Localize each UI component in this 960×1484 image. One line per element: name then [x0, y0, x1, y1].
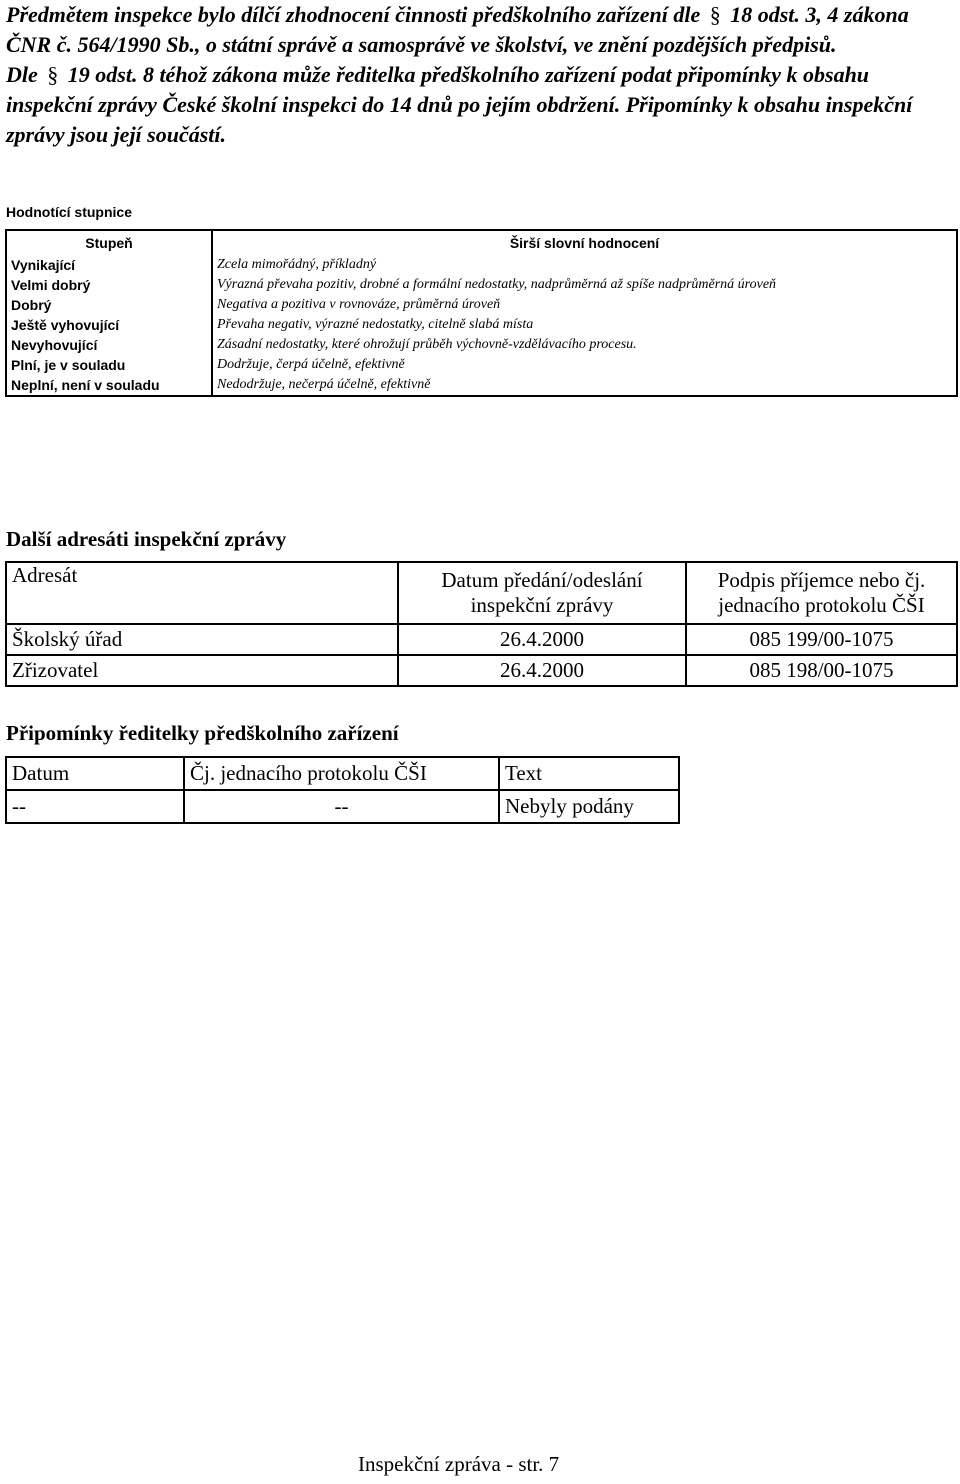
table-header-row — [6, 757, 679, 790]
grade-cell: Vynikající — [6, 255, 212, 275]
table-row — [6, 315, 957, 335]
header-signature: Podpis příjemce nebo čj. jednacího protokolu ČŠI — [686, 562, 957, 624]
reference-cell: 085 198/00-1075 — [686, 655, 957, 686]
scale-title: Hodnotící stupnice — [6, 204, 132, 220]
description-cell: Výrazná převaha pozitiv, drobné a formální nedostatky, nadprůměrná až spíše nadprůměrná úroveň — [217, 277, 777, 292]
header-description: Širší slovní hodnocení — [509, 235, 660, 251]
header-reference: Čj. jednacího protokolu ČŠI — [184, 757, 499, 790]
text-cell: Nebyly podány — [499, 790, 679, 823]
intro-paragraph-2 — [6, 60, 956, 150]
table-row — [6, 624, 957, 655]
intro-p2-part-a: Dle — [6, 62, 38, 87]
intro-p1-part-a: Předmětem inspekce bylo dílčí zhodnocení činnosti předškolního zařízení dle — [6, 2, 701, 27]
grade-cell: Neplní, není v souladu — [6, 375, 212, 396]
table-row — [6, 255, 957, 275]
rating-scale-table — [5, 229, 958, 397]
page-footer: Inspekční zpráva - str. 7 — [358, 1452, 560, 1476]
table-row — [6, 790, 679, 823]
table-row — [6, 355, 957, 375]
addressees-title: Další adresáti inspekční zprávy — [6, 527, 287, 551]
section-sign: § — [47, 62, 59, 87]
date-cell: 26.4.2000 — [398, 655, 686, 686]
grade-cell: Velmi dobrý — [6, 275, 212, 295]
section-sign: § — [709, 2, 721, 27]
intro-p2-part-b: 19 odst. 8 téhož zákona může ředitelka předškolního zařízení podat připomínky k obsahu inspekční zprávy České školní inspekci do 14 dnů po jejím obdržení. Připomínky k obsahu inspekční zprávy jsou její součástí. — [6, 62, 913, 147]
comments-title: Připomínky ředitelky předškolního zařízení — [6, 721, 399, 745]
header-date: Datum předání/odeslání inspekční zprávy — [398, 562, 686, 624]
table-header-row — [6, 230, 957, 255]
description-cell: Negativa a pozitiva v rovnováze, průměrná úroveň — [217, 297, 501, 312]
table-row — [6, 375, 957, 396]
addressees-table — [5, 561, 958, 687]
header-text: Text — [499, 757, 679, 790]
addressee-cell: Zřizovatel — [6, 655, 398, 686]
description-cell: Zásadní nedostatky, které ohrožují průběh výchovně-vzdělávacího procesu. — [217, 337, 637, 352]
intro-text — [6, 0, 956, 150]
description-cell: Převaha negativ, výrazné nedostatky, citelně slabá místa — [217, 317, 534, 332]
date-cell: 26.4.2000 — [398, 624, 686, 655]
table-row — [6, 335, 957, 355]
intro-paragraph-1 — [6, 0, 956, 60]
header-grade: Stupeň — [6, 230, 212, 255]
grade-cell: Ještě vyhovující — [6, 315, 212, 335]
header-addressee: Adresát — [6, 562, 398, 624]
intro-p1-part-b: 18 odst. 3, 4 zákona ČNR č. 564/1990 Sb., o státní správě a samosprávě ve školství, ve znění pozdějších předpisů. — [6, 2, 909, 57]
table-row — [6, 655, 957, 686]
reference-cell: -- — [184, 790, 499, 823]
table-row — [6, 275, 957, 295]
comments-table — [5, 756, 680, 824]
reference-cell: 085 199/00-1075 — [686, 624, 957, 655]
table-header-row — [6, 562, 957, 624]
description-cell: Zcela mimořádný, příkladný — [217, 257, 377, 272]
table-row — [6, 295, 957, 315]
description-cell: Dodržuje, čerpá účelně, efektivně — [217, 357, 405, 372]
addressee-cell: Školský úřad — [6, 624, 398, 655]
grade-cell: Nevyhovující — [6, 335, 212, 355]
header-date: Datum — [6, 757, 184, 790]
date-cell: -- — [6, 790, 184, 823]
grade-cell: Dobrý — [6, 295, 212, 315]
description-cell: Nedodržuje, nečerpá účelně, efektivně — [217, 377, 431, 392]
grade-cell: Plní, je v souladu — [6, 355, 212, 375]
